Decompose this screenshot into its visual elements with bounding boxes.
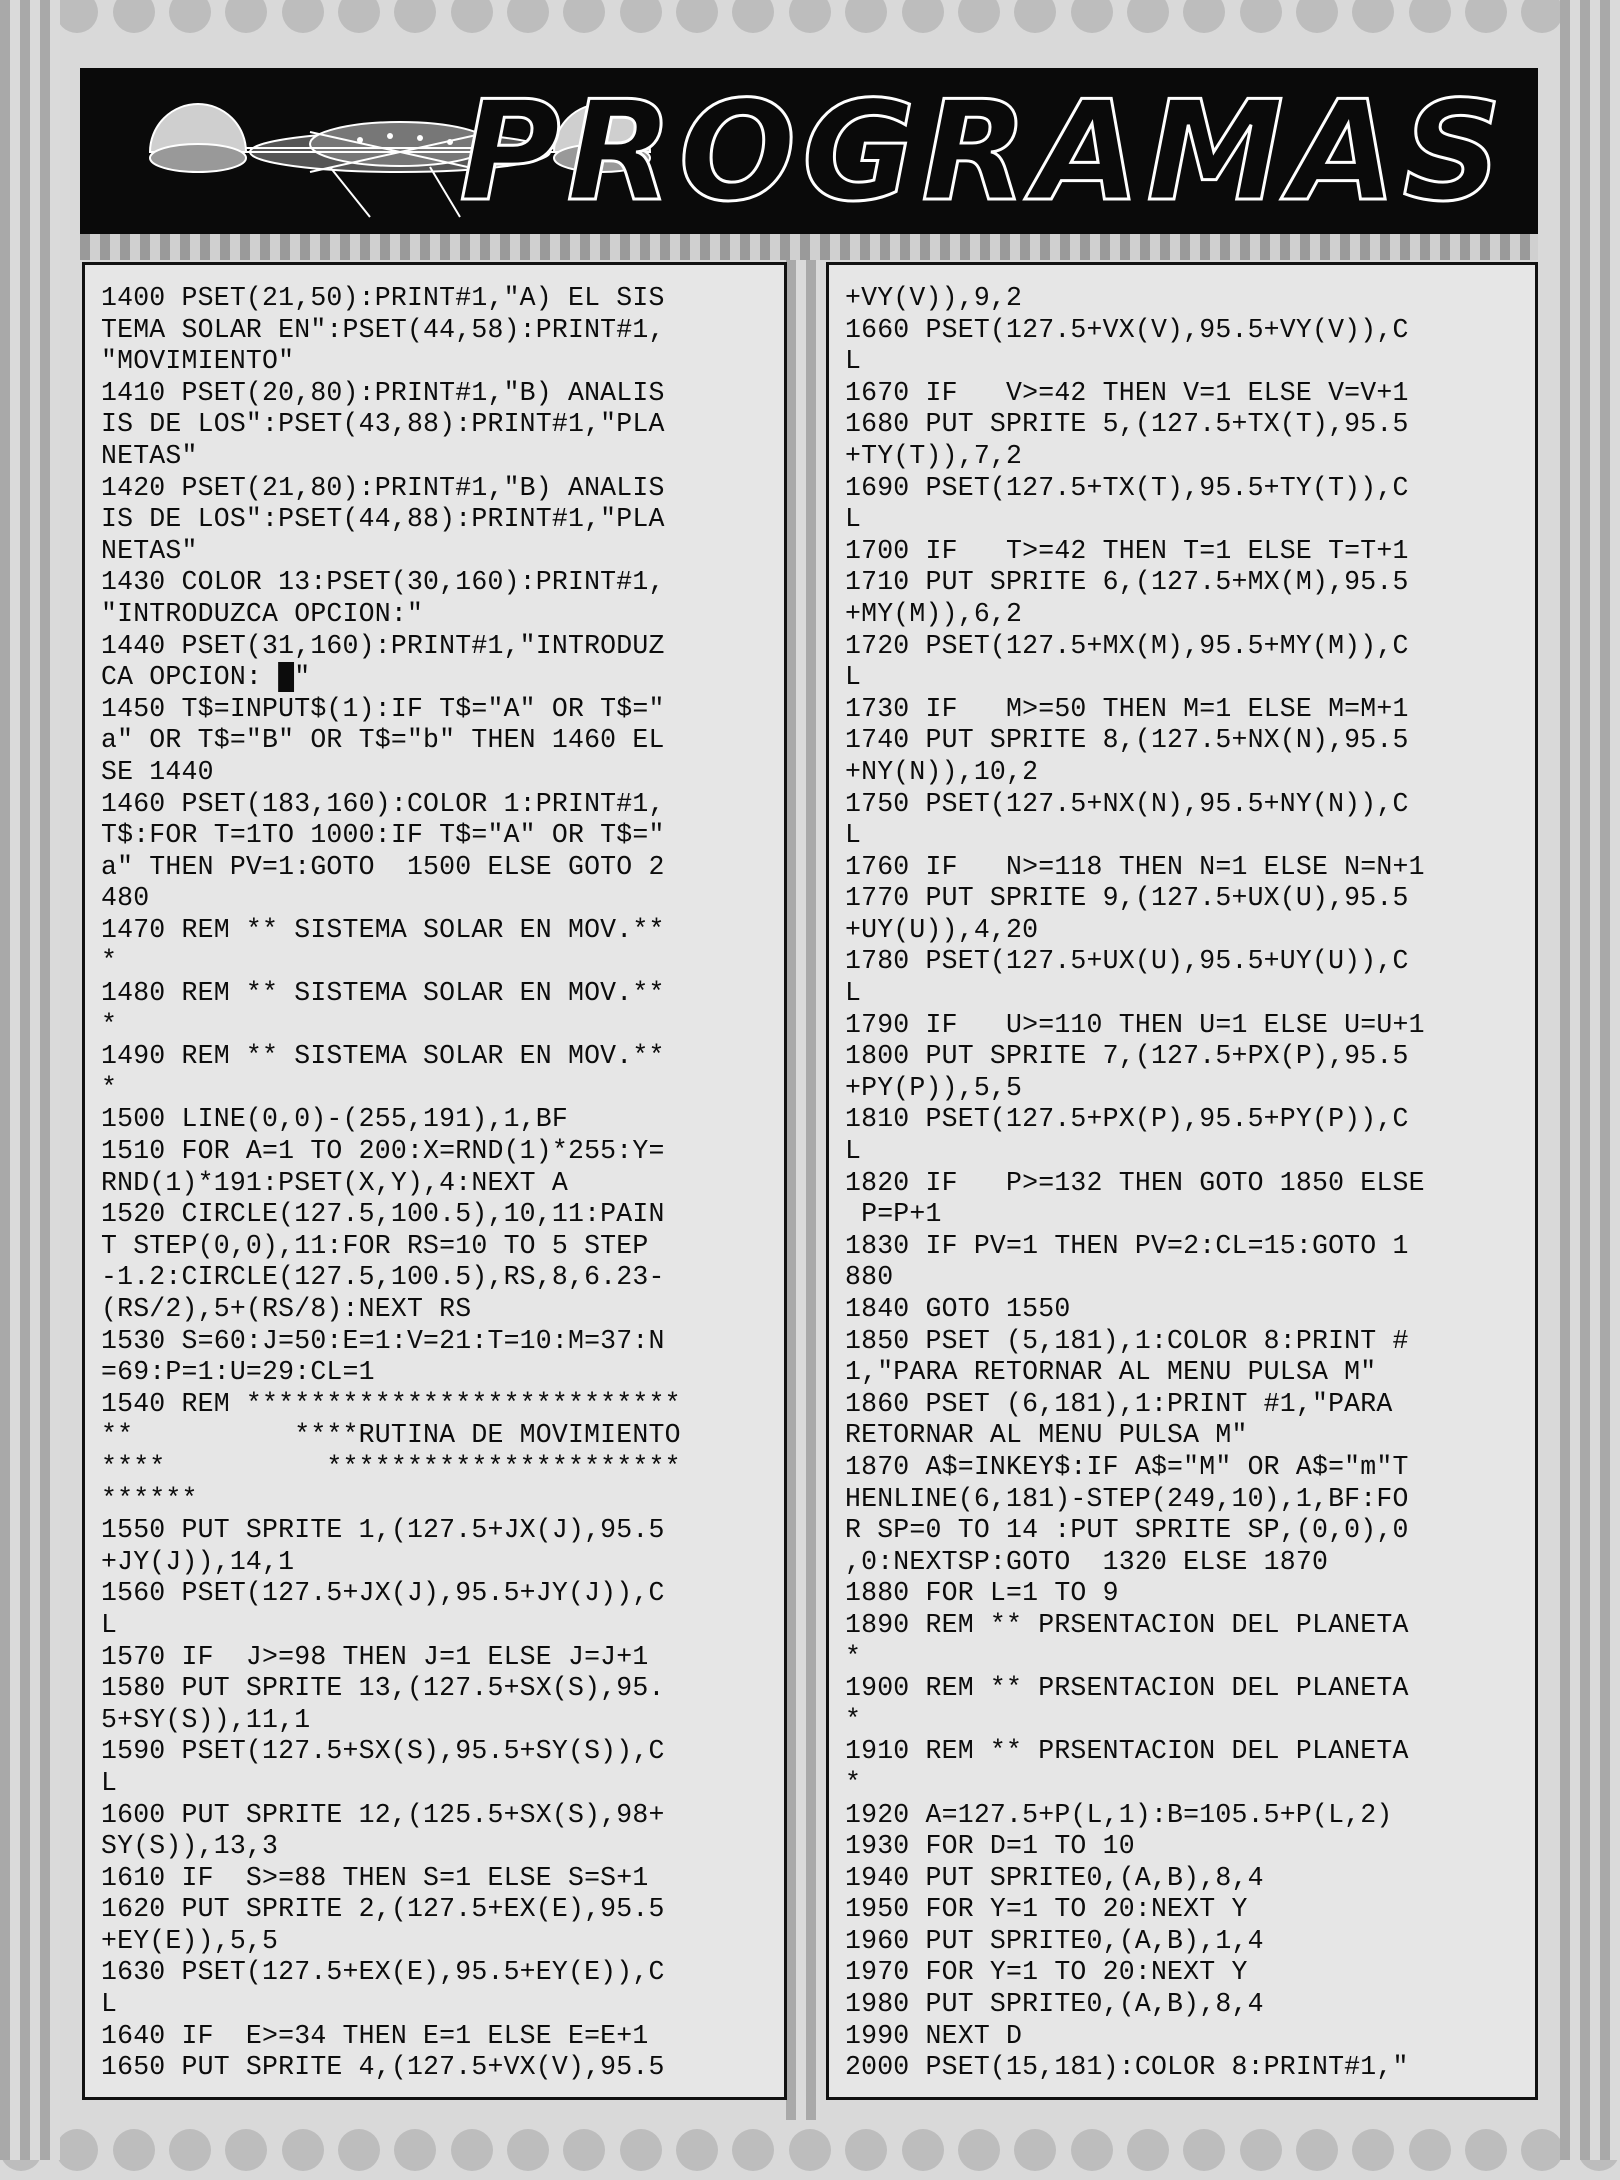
code-line: +JY(J)),14,1 bbox=[101, 1546, 295, 1577]
code-line: * bbox=[101, 1072, 118, 1103]
decorative-dot bbox=[1296, 2129, 1338, 2171]
code-line: L bbox=[845, 504, 862, 535]
decorative-dot bbox=[676, 2129, 718, 2171]
code-line: 1740 PUT SPRITE 8,(127.5+NX(N),95.5 bbox=[845, 725, 1409, 756]
code-line: 1540 REM *************************** bbox=[101, 1388, 681, 1419]
decorative-dot bbox=[1352, 0, 1394, 33]
code-line: CA OPCION: █" bbox=[101, 662, 311, 693]
code-line: 1910 REM ** PRSENTACION DEL PLANETA bbox=[845, 1736, 1409, 1767]
decorative-dot bbox=[1240, 2129, 1282, 2171]
code-line: 1900 REM ** PRSENTACION DEL PLANETA bbox=[845, 1673, 1409, 1704]
code-line: (RS/2),5+(RS/8):NEXT RS bbox=[101, 1294, 472, 1324]
code-line: HENLINE(6,181)-STEP(249,10),1,BF:FO bbox=[845, 1483, 1409, 1514]
decorative-dot bbox=[338, 2129, 380, 2171]
header-fringe bbox=[80, 234, 1538, 260]
code-line: IS DE LOS":PSET(44,88):PRINT#1,"PLA bbox=[101, 504, 665, 535]
decorative-dot bbox=[1465, 2129, 1507, 2171]
code-line: RND(1)*191:PSET(X,Y),4:NEXT A bbox=[101, 1167, 568, 1198]
decorative-dot bbox=[789, 2129, 831, 2171]
code-line: 1840 GOTO 1550 bbox=[845, 1294, 1071, 1324]
decorative-dot bbox=[1465, 0, 1507, 33]
code-line: * bbox=[845, 1641, 862, 1672]
code-line: 1510 FOR A=1 TO 200:X=RND(1)*255:Y= bbox=[101, 1136, 665, 1167]
decorative-dot bbox=[282, 2129, 324, 2171]
code-line: L bbox=[845, 1136, 862, 1167]
decorative-dot bbox=[620, 2129, 662, 2171]
decorative-dot bbox=[1127, 2129, 1169, 2171]
code-line: 5+SY(S)),11,1 bbox=[101, 1704, 311, 1735]
decorative-dot bbox=[1183, 2129, 1225, 2171]
code-line: 1870 A$=INKEY$:IF A$="M" OR A$="m"T bbox=[845, 1451, 1409, 1482]
code-line: 1630 PSET(127.5+EX(E),95.5+EY(E)),C bbox=[101, 1957, 665, 1988]
code-line: 1500 LINE(0,0)-(255,191),1,BF bbox=[101, 1104, 568, 1135]
decorative-dot bbox=[1240, 0, 1282, 33]
code-line: L bbox=[101, 1609, 118, 1640]
decorative-dot bbox=[620, 0, 662, 33]
code-line: TEMA SOLAR EN":PSET(44,58):PRINT#1, bbox=[101, 314, 665, 345]
code-line: 1930 FOR D=1 TO 10 bbox=[845, 1831, 1135, 1862]
code-line: 1560 PSET(127.5+JX(J),95.5+JY(J)),C bbox=[101, 1578, 665, 1609]
code-line: +MY(M)),6,2 bbox=[845, 598, 1023, 629]
code-line: 1980 PUT SPRITE0,(A,B),8,4 bbox=[845, 1989, 1264, 2020]
code-line: 1,"PARA RETORNAR AL MENU PULSA M" bbox=[845, 1357, 1377, 1388]
decorative-dot bbox=[1521, 0, 1563, 33]
code-line: 1430 COLOR 13:PSET(30,160):PRINT#1, bbox=[101, 567, 665, 598]
code-line: 1400 PSET(21,50):PRINT#1,"A) EL SIS bbox=[101, 283, 665, 313]
decorative-dot bbox=[1014, 2129, 1056, 2171]
decorative-dot bbox=[732, 2129, 774, 2171]
decorative-dot bbox=[1071, 2129, 1113, 2171]
code-line: L bbox=[845, 346, 862, 377]
code-line: 1580 PUT SPRITE 13,(127.5+SX(S),95. bbox=[101, 1673, 665, 1704]
code-line: L bbox=[101, 1767, 118, 1798]
decorative-dot bbox=[113, 0, 155, 33]
code-line: 2000 PSET(15,181):COLOR 8:PRINT#1," bbox=[845, 2052, 1409, 2083]
decorative-dot bbox=[56, 2129, 98, 2171]
decorative-dot bbox=[1521, 2129, 1563, 2171]
code-line: 1820 IF P>=132 THEN GOTO 1850 ELSE bbox=[845, 1167, 1425, 1198]
code-line: IS DE LOS":PSET(43,88):PRINT#1,"PLA bbox=[101, 409, 665, 440]
section-title: PROGRAMAS bbox=[459, 71, 1508, 232]
decorative-dot-band-bottom bbox=[0, 2120, 1620, 2180]
code-line: 1960 PUT SPRITE0,(A,B),1,4 bbox=[845, 1925, 1264, 1956]
decorative-dot bbox=[56, 0, 98, 33]
code-line: T STEP(0,0),11:FOR RS=10 TO 5 STEP bbox=[101, 1230, 649, 1261]
code-line: **** ********************** bbox=[101, 1451, 681, 1482]
code-line: * bbox=[101, 946, 118, 977]
code-line: P=P+1 bbox=[845, 1199, 942, 1230]
decorative-dot bbox=[225, 2129, 267, 2171]
code-line: NETAS" bbox=[101, 535, 198, 566]
decorative-dot bbox=[1352, 2129, 1394, 2171]
code-line: 1920 A=127.5+P(L,1):B=105.5+P(L,2) bbox=[845, 1799, 1393, 1830]
code-line: 1770 PUT SPRITE 9,(127.5+UX(U),95.5 bbox=[845, 883, 1409, 914]
code-line: ****** bbox=[101, 1483, 198, 1514]
decorative-dot bbox=[1127, 0, 1169, 33]
code-line: 1570 IF J>=98 THEN J=1 ELSE J=J+1 bbox=[101, 1641, 649, 1672]
decorative-stripes-left bbox=[0, 0, 60, 2160]
code-line: 1640 IF E>=34 THEN E=1 ELSE E=E+1 bbox=[101, 2020, 649, 2051]
code-line: 1780 PSET(127.5+UX(U),95.5+UY(U)),C bbox=[845, 946, 1409, 977]
code-line: 1600 PUT SPRITE 12,(125.5+SX(S),98+ bbox=[101, 1799, 665, 1830]
decorative-dot bbox=[394, 0, 436, 33]
code-line: SY(S)),13,3 bbox=[101, 1831, 279, 1862]
code-line: L bbox=[845, 820, 862, 851]
code-line: a" THEN PV=1:GOTO 1500 ELSE GOTO 2 bbox=[101, 851, 665, 882]
code-line: 1420 PSET(21,80):PRINT#1,"B) ANALIS bbox=[101, 472, 665, 503]
code-line: 1700 IF T>=42 THEN T=1 ELSE T=T+1 bbox=[845, 535, 1409, 566]
code-listing-left bbox=[101, 283, 770, 2084]
code-line: 1950 FOR Y=1 TO 20:NEXT Y bbox=[845, 1894, 1248, 1925]
code-line: 1550 PUT SPRITE 1,(127.5+JX(J),95.5 bbox=[101, 1515, 665, 1546]
decorative-dot bbox=[1014, 0, 1056, 33]
decorative-dot bbox=[1071, 0, 1113, 33]
code-line: 1680 PUT SPRITE 5,(127.5+TX(T),95.5 bbox=[845, 409, 1409, 440]
code-line: 1660 PSET(127.5+VX(V),95.5+VY(V)),C bbox=[845, 314, 1409, 345]
decorative-dot bbox=[1183, 0, 1225, 33]
code-line: 1760 IF N>=118 THEN N=1 ELSE N=N+1 bbox=[845, 851, 1425, 882]
code-line: 1590 PSET(127.5+SX(S),95.5+SY(S)),C bbox=[101, 1736, 665, 1767]
code-line: 1650 PUT SPRITE 4,(127.5+VX(V),95.5 bbox=[101, 2052, 665, 2083]
decorative-dot bbox=[789, 0, 831, 33]
code-line: NETAS" bbox=[101, 440, 198, 471]
decorative-dot bbox=[169, 0, 211, 33]
code-line: 1490 REM ** SISTEMA SOLAR EN MOV.** bbox=[101, 1041, 665, 1072]
decorative-dot bbox=[507, 0, 549, 33]
code-line: 1670 IF V>=42 THEN V=1 ELSE V=V+1 bbox=[845, 377, 1409, 408]
code-line: 1710 PUT SPRITE 6,(127.5+MX(M),95.5 bbox=[845, 567, 1409, 598]
code-line: R SP=0 TO 14 :PUT SPRITE SP,(0,0),0 bbox=[845, 1515, 1409, 1546]
decorative-dot bbox=[451, 0, 493, 33]
code-line: 1880 FOR L=1 TO 9 bbox=[845, 1578, 1119, 1609]
code-line: 880 bbox=[845, 1262, 894, 1293]
decorative-dot bbox=[394, 2129, 436, 2171]
decorative-dot bbox=[507, 2129, 549, 2171]
code-column-left bbox=[82, 262, 787, 2100]
code-line: a" OR T$="B" OR T$="b" THEN 1460 EL bbox=[101, 725, 665, 756]
code-line: 1890 REM ** PRSENTACION DEL PLANETA bbox=[845, 1609, 1409, 1640]
code-line: 1530 S=60:J=50:E=1:V=21:T=10:M=37:N bbox=[101, 1325, 665, 1356]
code-line: +TY(T)),7,2 bbox=[845, 440, 1023, 471]
decorative-dot bbox=[169, 2129, 211, 2171]
decorative-dot bbox=[845, 0, 887, 33]
decorative-dot bbox=[958, 0, 1000, 33]
code-line: L bbox=[845, 978, 862, 1009]
decorative-dot bbox=[1409, 2129, 1451, 2171]
code-line: L bbox=[845, 662, 862, 693]
code-column-right bbox=[826, 262, 1538, 2100]
decorative-dot bbox=[225, 0, 267, 33]
decorative-dot bbox=[902, 2129, 944, 2171]
decorative-dot bbox=[676, 0, 718, 33]
code-line: "MOVIMIENTO" bbox=[101, 346, 295, 377]
decorative-dot bbox=[732, 0, 774, 33]
code-line: 1610 IF S>=88 THEN S=1 ELSE S=S+1 bbox=[101, 1862, 649, 1893]
decorative-dot bbox=[113, 2129, 155, 2171]
code-line: 1730 IF M>=50 THEN M=1 ELSE M=M+1 bbox=[845, 693, 1409, 724]
code-line: +VY(V)),9,2 bbox=[845, 283, 1023, 313]
code-line: ** ****RUTINA DE MOVIMIENTO bbox=[101, 1420, 681, 1451]
code-line: 1750 PSET(127.5+NX(N),95.5+NY(N)),C bbox=[845, 788, 1409, 819]
code-listing-right bbox=[845, 283, 1521, 2084]
code-line: =69:P=1:U=29:CL=1 bbox=[101, 1357, 375, 1388]
code-line: 1480 REM ** SISTEMA SOLAR EN MOV.** bbox=[101, 978, 665, 1009]
page-header bbox=[80, 68, 1538, 234]
code-line: +NY(N)),10,2 bbox=[845, 756, 1039, 787]
decorative-dot bbox=[845, 2129, 887, 2171]
decorative-dot bbox=[563, 0, 605, 33]
code-line: * bbox=[845, 1767, 862, 1798]
code-line: T$:FOR T=1TO 1000:IF T$="A" OR T$=" bbox=[101, 820, 665, 851]
code-line: SE 1440 bbox=[101, 756, 214, 787]
code-line: 480 bbox=[101, 883, 150, 914]
decorative-stripes-center bbox=[786, 230, 820, 2120]
decorative-dot bbox=[1409, 0, 1451, 33]
code-line: 1620 PUT SPRITE 2,(127.5+EX(E),95.5 bbox=[101, 1894, 665, 1925]
code-line: 1410 PSET(20,80):PRINT#1,"B) ANALIS bbox=[101, 377, 665, 408]
code-line: 1440 PSET(31,160):PRINT#1,"INTRODUZ bbox=[101, 630, 665, 661]
decorative-dot bbox=[1296, 0, 1338, 33]
code-line: +UY(U)),4,20 bbox=[845, 914, 1039, 945]
code-line: RETORNAR AL MENU PULSA M" bbox=[845, 1420, 1248, 1451]
decorative-dot bbox=[338, 0, 380, 33]
code-line: +PY(P)),5,5 bbox=[845, 1072, 1023, 1103]
code-line: 1520 CIRCLE(127.5,100.5),10,11:PAIN bbox=[101, 1199, 665, 1230]
code-line: -1.2:CIRCLE(127.5,100.5),RS,8,6.23- bbox=[101, 1262, 665, 1293]
code-line: ,0:NEXTSP:GOTO 1320 ELSE 1870 bbox=[845, 1546, 1329, 1577]
code-line: 1460 PSET(183,160):COLOR 1:PRINT#1, bbox=[101, 788, 665, 819]
code-line: 1990 NEXT D bbox=[845, 2020, 1023, 2051]
decorative-dot bbox=[902, 0, 944, 33]
code-line: 1970 FOR Y=1 TO 20:NEXT Y bbox=[845, 1957, 1248, 1988]
decorative-dot bbox=[451, 2129, 493, 2171]
code-line: 1810 PSET(127.5+PX(P),95.5+PY(P)),C bbox=[845, 1104, 1409, 1135]
decorative-dot bbox=[282, 0, 324, 33]
code-line: 1470 REM ** SISTEMA SOLAR EN MOV.** bbox=[101, 914, 665, 945]
code-line: * bbox=[845, 1704, 862, 1735]
decorative-dot-band-top bbox=[0, 0, 1620, 42]
code-line: * bbox=[101, 1009, 118, 1040]
code-line: 1830 IF PV=1 THEN PV=2:CL=15:GOTO 1 bbox=[845, 1230, 1409, 1261]
code-line: 1690 PSET(127.5+TX(T),95.5+TY(T)),C bbox=[845, 472, 1409, 503]
code-line: L bbox=[101, 1989, 118, 2020]
decorative-dot bbox=[958, 2129, 1000, 2171]
decorative-stripes-right bbox=[1560, 0, 1620, 2160]
code-line: 1940 PUT SPRITE0,(A,B),8,4 bbox=[845, 1862, 1264, 1893]
code-line: +EY(E)),5,5 bbox=[101, 1925, 279, 1956]
code-line: 1800 PUT SPRITE 7,(127.5+PX(P),95.5 bbox=[845, 1041, 1409, 1072]
code-line: 1860 PSET (6,181),1:PRINT #1,"PARA bbox=[845, 1388, 1393, 1419]
decorative-dot bbox=[563, 2129, 605, 2171]
code-line: 1450 T$=INPUT$(1):IF T$="A" OR T$=" bbox=[101, 693, 665, 724]
code-line: "INTRODUZCA OPCION:" bbox=[101, 598, 424, 629]
code-line: 1790 IF U>=110 THEN U=1 ELSE U=U+1 bbox=[845, 1009, 1425, 1040]
code-line: 1850 PSET (5,181),1:COLOR 8:PRINT # bbox=[845, 1325, 1409, 1356]
code-line: 1720 PSET(127.5+MX(M),95.5+MY(M)),C bbox=[845, 630, 1409, 661]
